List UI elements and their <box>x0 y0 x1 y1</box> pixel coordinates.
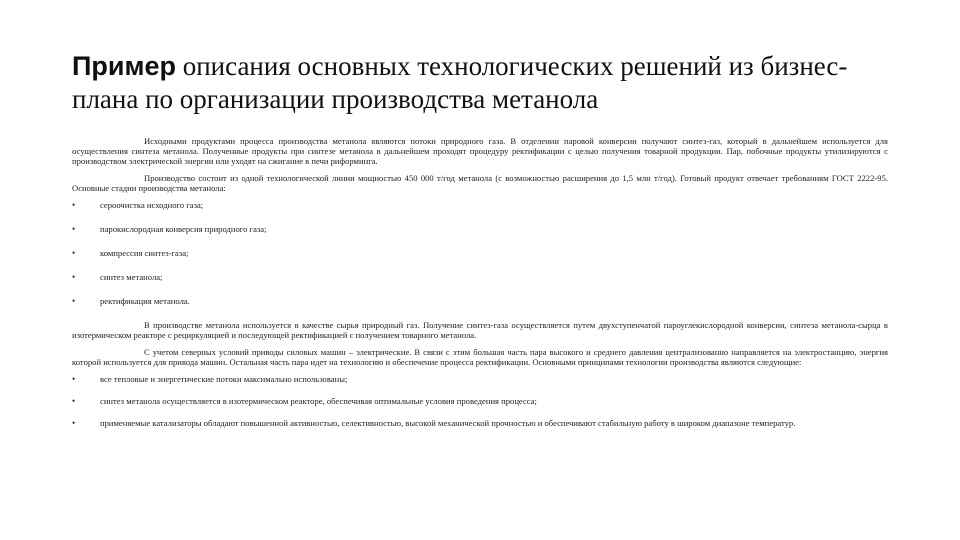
paragraph-raw-materials: Исходными продуктами процесса производства метанола являются потоки природного газа. В отделении паровой конверсии получают синтез-газ, который в дальнейшем используется для осуществления синтеза метанола. Полученные продукты при синтезе метанола в дальнейшем проходят процедуру ректификации с целью получения товарной продукции. Пар, побочные продукты утилизируются с производством электрической энергии или уходят на сжигание в печи риформинга. <box>72 136 888 166</box>
bullet-icon: • <box>72 396 76 406</box>
principles-list <box>72 374 888 428</box>
list-item-text: синтез метанола осуществляется в изотермическом реакторе, обеспечивая оптимальные условия проведения процесса; <box>100 396 537 406</box>
list-item <box>72 418 888 428</box>
list-item <box>72 200 888 210</box>
list-item <box>72 374 888 384</box>
list-item <box>72 248 888 258</box>
list-item <box>72 296 888 306</box>
bullet-icon: • <box>72 374 76 384</box>
paragraph-capacity: Производство состоит из одной технологической линии мощностью 450 000 т/год метанола (с возможностью расширения до 1,5 млн т/год). Готовый продукт отвечает требованиям ГОСТ 2222-95. Основные стадии производства метанола: <box>72 173 888 193</box>
list-item-text: сероочистка исходного газа; <box>100 200 204 210</box>
bullet-icon: • <box>72 224 76 234</box>
stages-list <box>72 200 888 306</box>
slide-title <box>72 50 892 116</box>
list-item-text: парокислородная конверсия природного газа; <box>100 224 267 234</box>
list-item <box>72 396 888 406</box>
list-item-text: все тепловые и энергетические потоки максимально использованы; <box>100 374 348 384</box>
bullet-icon: • <box>72 248 76 258</box>
title-bold-word: Пример <box>72 51 176 81</box>
paragraph-feedstock: В производстве метанола используется в качестве сырья природный газ. Получение синтез-газа осуществляется путем двухступенчатой пароуглекислородной конверсии, синтеза метанола-сырца в изотермическом реакторе с рециркуляцией и последующей ректификацией с получением товарного метанола. <box>72 320 888 340</box>
list-item-text: ректификация метанола. <box>100 296 190 306</box>
list-item <box>72 272 888 282</box>
bullet-icon: • <box>72 418 76 428</box>
bullet-icon: • <box>72 200 76 210</box>
slide-body <box>72 136 888 440</box>
bullet-icon: • <box>72 272 76 282</box>
list-item-text: применяемые катализаторы обладают повышенной активностью, селективностью, высокой механической прочностью и обеспечивают стабильную работу в широком диапазоне температур. <box>100 418 796 428</box>
list-item-text: синтез метанола; <box>100 272 163 282</box>
title-rest: описания основных технологических решений из бизнес-плана по организации производства метанола <box>72 51 848 114</box>
paragraph-drives: С учетом северных условий приводы силовых машин – электрические. В связи с этим большая часть пара высокого и среднего давления централизованно направляется на электростанцию, энергия которой используется для привода машин. Остальная часть пара идет на технологию и обеспечение процесса ректификации. Основными принципами технологии производства являются следующие: <box>72 347 888 367</box>
bullet-icon: • <box>72 296 76 306</box>
list-item-text: компрессия синтез-газа; <box>100 248 189 258</box>
list-item <box>72 224 888 234</box>
